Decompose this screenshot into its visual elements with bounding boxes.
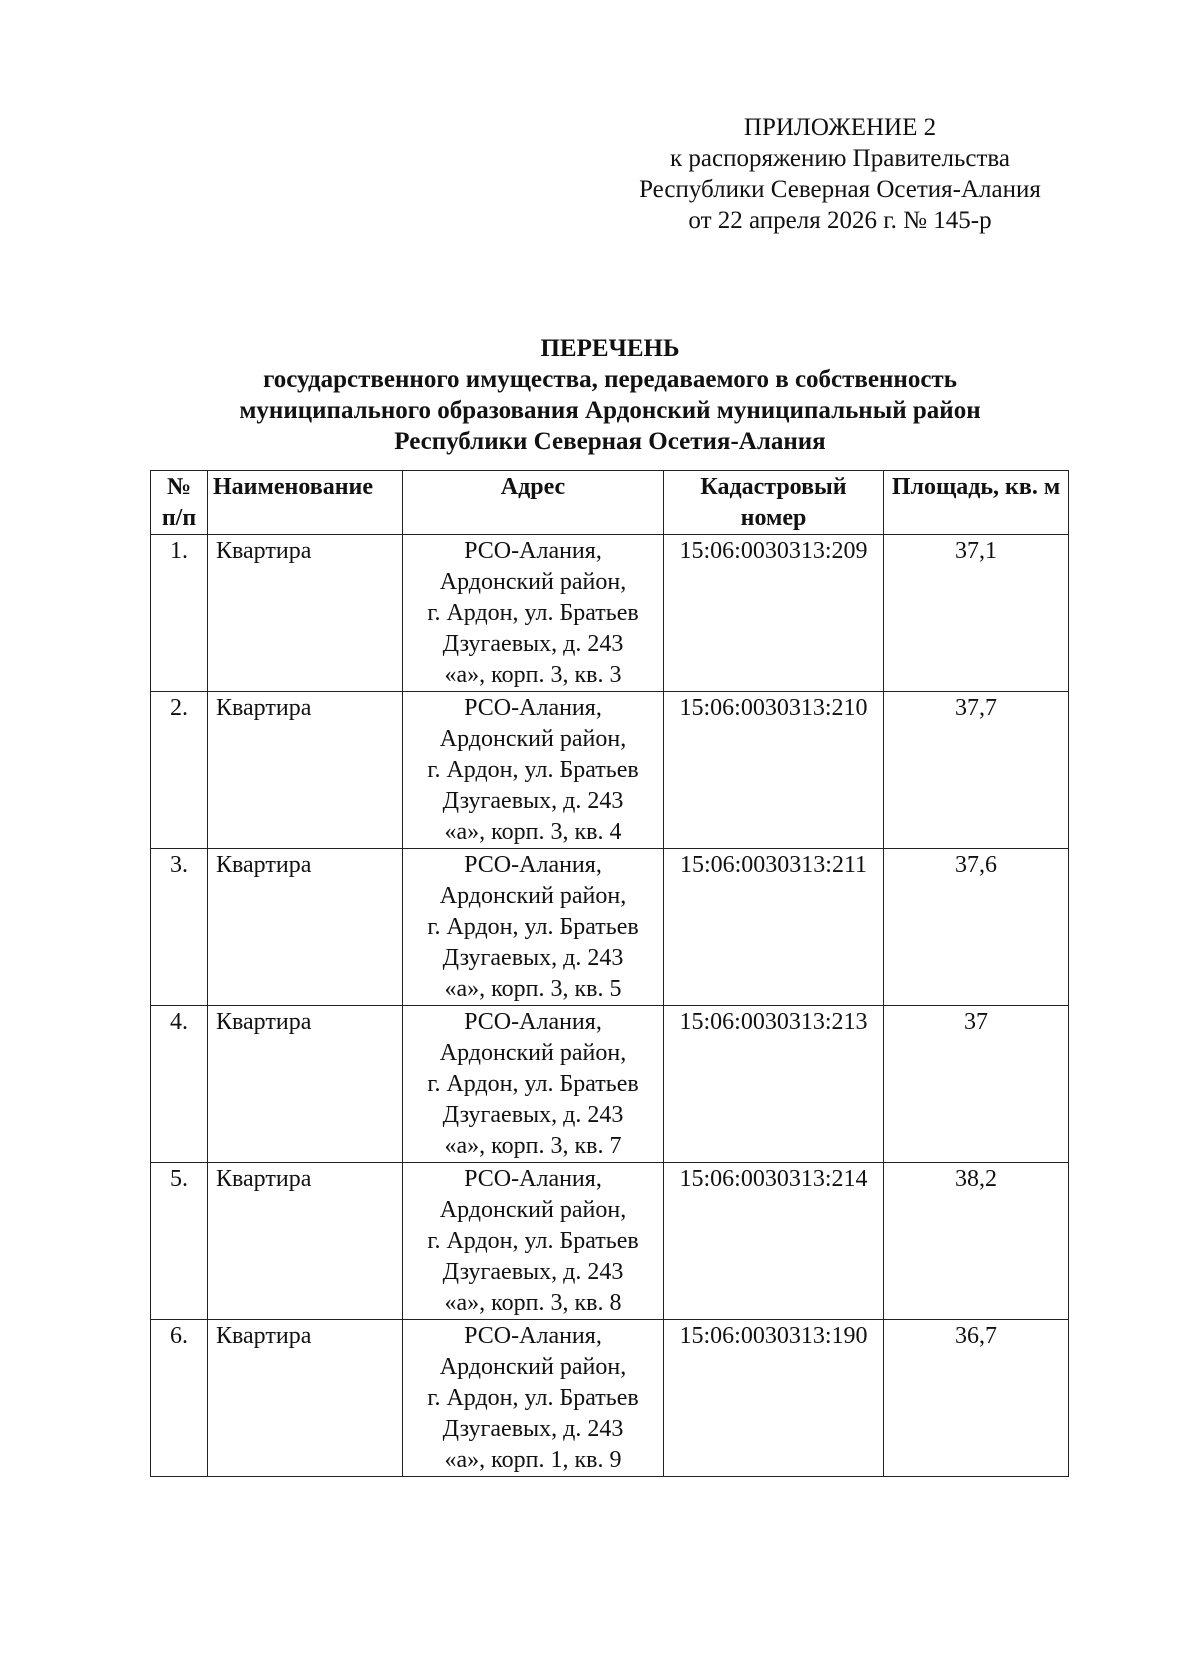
row-address — [403, 535, 664, 692]
row-address — [403, 1320, 664, 1477]
address-line: «а», корп. 3, кв. 3 — [444, 662, 622, 688]
property-table — [150, 470, 1069, 1477]
address-line: РСО-Алания, — [464, 852, 602, 878]
address-line: г. Ардон, ул. Братьев — [427, 1071, 639, 1097]
address-line: «а», корп. 3, кв. 7 — [444, 1133, 622, 1159]
appendix-reference: к распоряжению Правительства — [669, 145, 1010, 172]
address-line: г. Ардон, ул. Братьев — [427, 1228, 639, 1254]
document-subtitle-line-3: Республики Северная Осетия-Алания — [394, 428, 826, 455]
header-address: Адрес — [403, 471, 664, 535]
row-number: 6. — [151, 1320, 208, 1477]
row-name: Квартира — [208, 1006, 403, 1163]
address-line: Дзугаевых, д. 243 — [442, 1416, 624, 1442]
row-cadastral-number: 15:06:0030313:211 — [664, 849, 884, 1006]
row-address — [403, 692, 664, 849]
address-line: «а», корп. 1, кв. 9 — [444, 1447, 622, 1473]
row-area: 36,7 — [884, 1320, 1069, 1477]
address-line: Дзугаевых, д. 243 — [442, 945, 624, 971]
table-row — [151, 535, 1069, 692]
row-area: 37,7 — [884, 692, 1069, 849]
table-row — [151, 692, 1069, 849]
row-area: 37,6 — [884, 849, 1069, 1006]
address-line: «а», корп. 3, кв. 8 — [444, 1290, 622, 1316]
address-line: Дзугаевых, д. 243 — [442, 631, 624, 657]
row-number: 4. — [151, 1006, 208, 1163]
address-line: РСО-Алания, — [464, 1009, 602, 1035]
table-row — [151, 1320, 1069, 1477]
row-address — [403, 849, 664, 1006]
row-address — [403, 1163, 664, 1320]
address-line: Ардонский район, — [439, 1354, 627, 1380]
row-cadastral-number: 15:06:0030313:190 — [664, 1320, 884, 1477]
appendix-date-number: от 22 апреля 2026 г. № 145-р — [688, 207, 992, 234]
appendix-government: Республики Северная Осетия-Алания — [639, 176, 1041, 203]
address-line: РСО-Алания, — [464, 538, 602, 564]
row-name: Квартира — [208, 692, 403, 849]
row-number: 1. — [151, 535, 208, 692]
table-header-row — [151, 471, 1069, 535]
header-cadastral: Кадастровый номер — [664, 471, 884, 535]
address-line: г. Ардон, ул. Братьев — [427, 757, 639, 783]
address-line: «а», корп. 3, кв. 5 — [444, 976, 622, 1002]
address-line: РСО-Алания, — [464, 1323, 602, 1349]
row-cadastral-number: 15:06:0030313:209 — [664, 535, 884, 692]
document-subtitle-line-1: государственного имущества, передаваемого в собственность — [263, 366, 957, 393]
address-line: Дзугаевых, д. 243 — [442, 1259, 624, 1285]
row-area: 38,2 — [884, 1163, 1069, 1320]
header-area: Площадь, кв. м — [884, 471, 1069, 535]
row-name: Квартира — [208, 1320, 403, 1477]
row-area: 37 — [884, 1006, 1069, 1163]
row-name: Квартира — [208, 535, 403, 692]
address-line: г. Ардон, ул. Братьев — [427, 1385, 639, 1411]
address-line: Ардонский район, — [439, 569, 627, 595]
appendix-title: ПРИЛОЖЕНИЕ 2 — [743, 114, 937, 141]
address-line: РСО-Алания, — [464, 695, 602, 721]
row-name: Квартира — [208, 849, 403, 1006]
row-number: 5. — [151, 1163, 208, 1320]
row-name: Квартира — [208, 1163, 403, 1320]
row-cadastral-number: 15:06:0030313:213 — [664, 1006, 884, 1163]
row-address — [403, 1006, 664, 1163]
header-num: № п/п — [151, 471, 208, 535]
document-title: ПЕРЕЧЕНЬ — [540, 335, 680, 362]
address-line: Ардонский район, — [439, 883, 627, 909]
document-heading — [140, 333, 1080, 457]
address-line: г. Ардон, ул. Братьев — [427, 914, 639, 940]
row-number: 2. — [151, 692, 208, 849]
appendix-block — [600, 112, 1080, 236]
header-name: Наименование — [208, 471, 403, 535]
table-row — [151, 1006, 1069, 1163]
address-line: Ардонский район, — [439, 726, 627, 752]
address-line: РСО-Алания, — [464, 1166, 602, 1192]
address-line: Ардонский район, — [439, 1040, 627, 1066]
table-body — [151, 535, 1069, 1477]
address-line: Ардонский район, — [439, 1197, 627, 1223]
row-number: 3. — [151, 849, 208, 1006]
document-subtitle-line-2: муниципального образования Ардонский муниципальный район — [239, 397, 981, 424]
address-line: г. Ардон, ул. Братьев — [427, 600, 639, 626]
row-area: 37,1 — [884, 535, 1069, 692]
table-row — [151, 1163, 1069, 1320]
table-row — [151, 849, 1069, 1006]
address-line: Дзугаевых, д. 243 — [442, 1102, 624, 1128]
row-cadastral-number: 15:06:0030313:214 — [664, 1163, 884, 1320]
address-line: «а», корп. 3, кв. 4 — [444, 819, 622, 845]
address-line: Дзугаевых, д. 243 — [442, 788, 624, 814]
row-cadastral-number: 15:06:0030313:210 — [664, 692, 884, 849]
